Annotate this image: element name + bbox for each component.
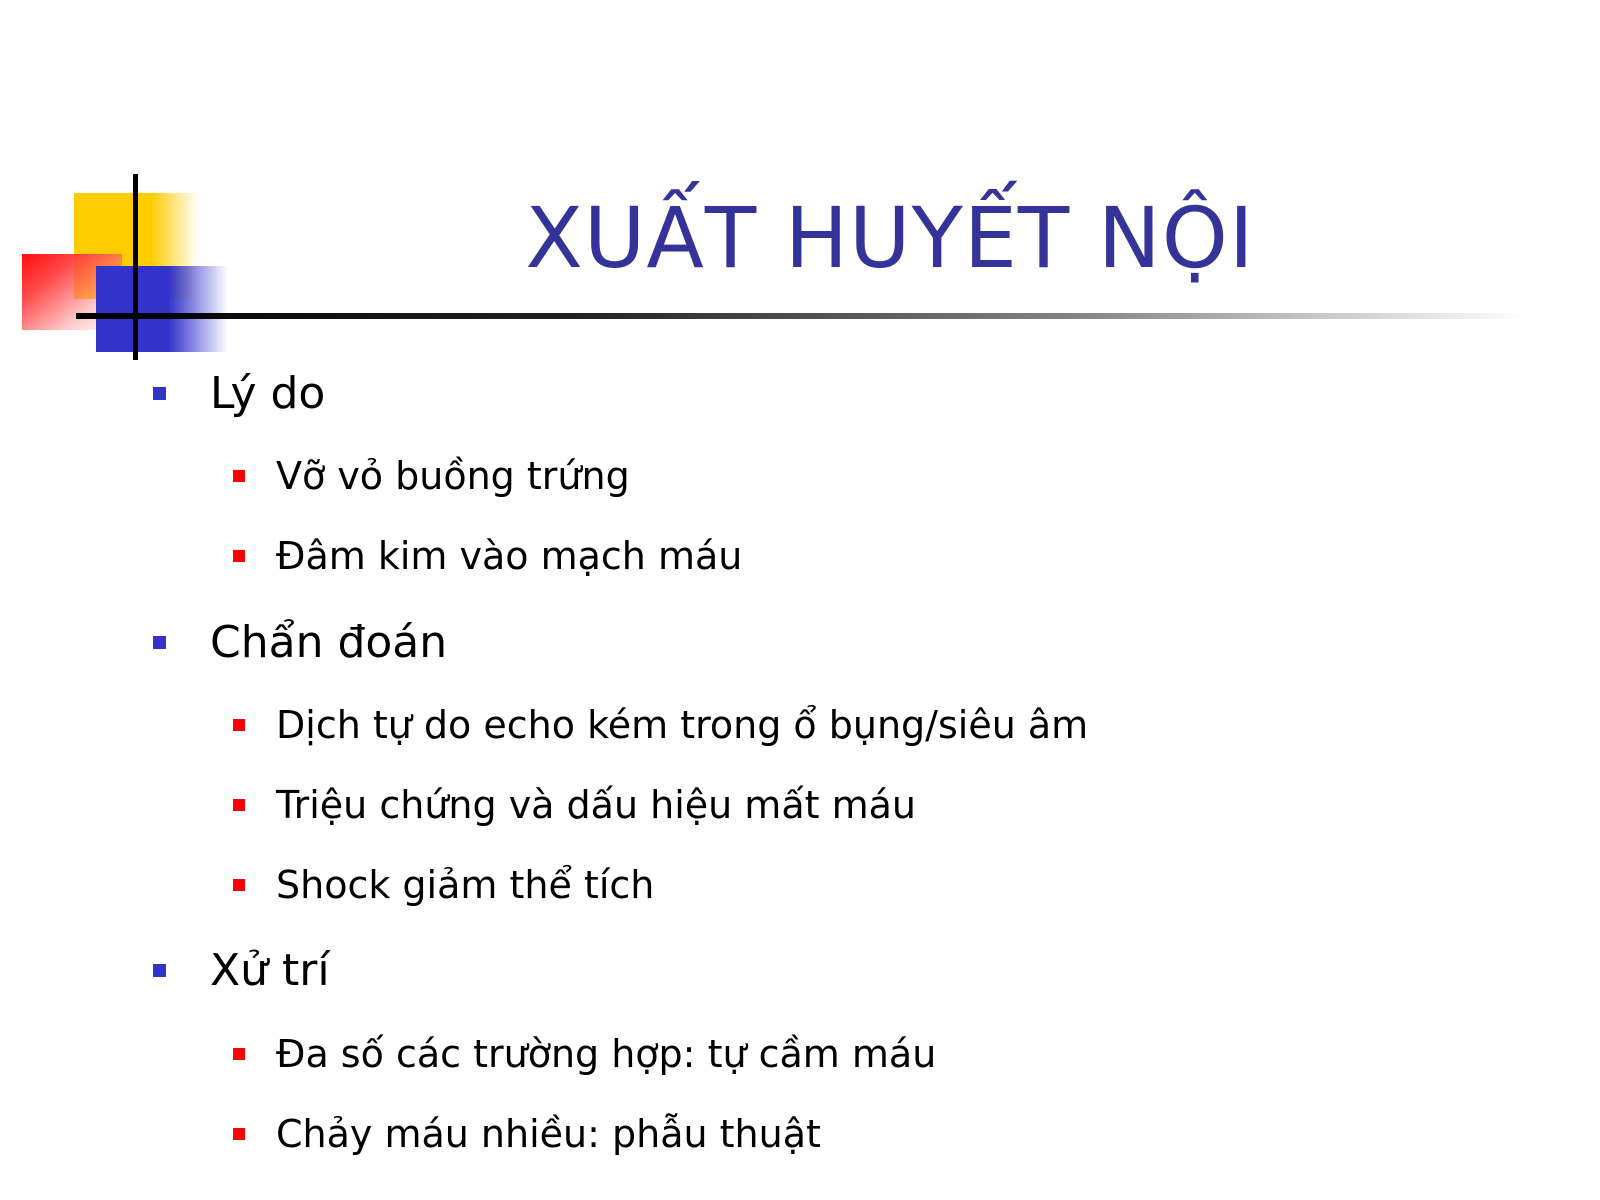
title-underline [76,313,1526,319]
sub-bullet-text: Triệu chứng và dấu hiệu mất máu [276,783,916,827]
bullet-section-diagnosis [153,612,447,672]
sub-bullet [233,775,916,835]
sub-bullet [233,446,630,506]
sub-bullet-text: Vỡ vỏ buồng trứng [276,454,630,498]
square-bullet-icon [153,964,166,977]
bullet-section-reason [153,363,325,423]
section-heading: Lý do [210,367,326,419]
sub-bullet [233,695,1088,755]
sub-bullet-text: Dịch tự do echo kém trong ổ bụng/siêu âm [276,703,1089,747]
section-heading: Xử trí [210,944,330,996]
square-bullet-icon [153,387,166,400]
sub-bullet [233,855,654,915]
sub-bullet-text: Chảy máu nhiều: phẫu thuật [276,1112,821,1156]
sub-bullet [233,526,742,586]
square-bullet-icon [233,719,245,731]
square-bullet-icon [233,879,245,891]
sub-bullet-text: Shock giảm thể tích [276,863,655,907]
square-bullet-icon [233,470,245,482]
slide-title: XUẤT HUYẾT NỘI [525,189,1255,287]
square-bullet-icon [233,1048,245,1060]
square-bullet-icon [233,550,245,562]
section-heading: Chẩn đoán [210,616,448,668]
square-bullet-icon [153,636,166,649]
sub-bullet [233,1024,936,1084]
sub-bullet-text: Đâm kim vào mạch máu [276,534,743,578]
decor-blue-square [96,266,228,352]
decor-vertical-line [133,174,138,360]
bullet-section-management [153,940,330,1000]
square-bullet-icon [233,1128,245,1140]
square-bullet-icon [233,799,245,811]
sub-bullet-text: Đa số các trường hợp: tự cầm máu [276,1032,937,1076]
sub-bullet [233,1104,821,1164]
